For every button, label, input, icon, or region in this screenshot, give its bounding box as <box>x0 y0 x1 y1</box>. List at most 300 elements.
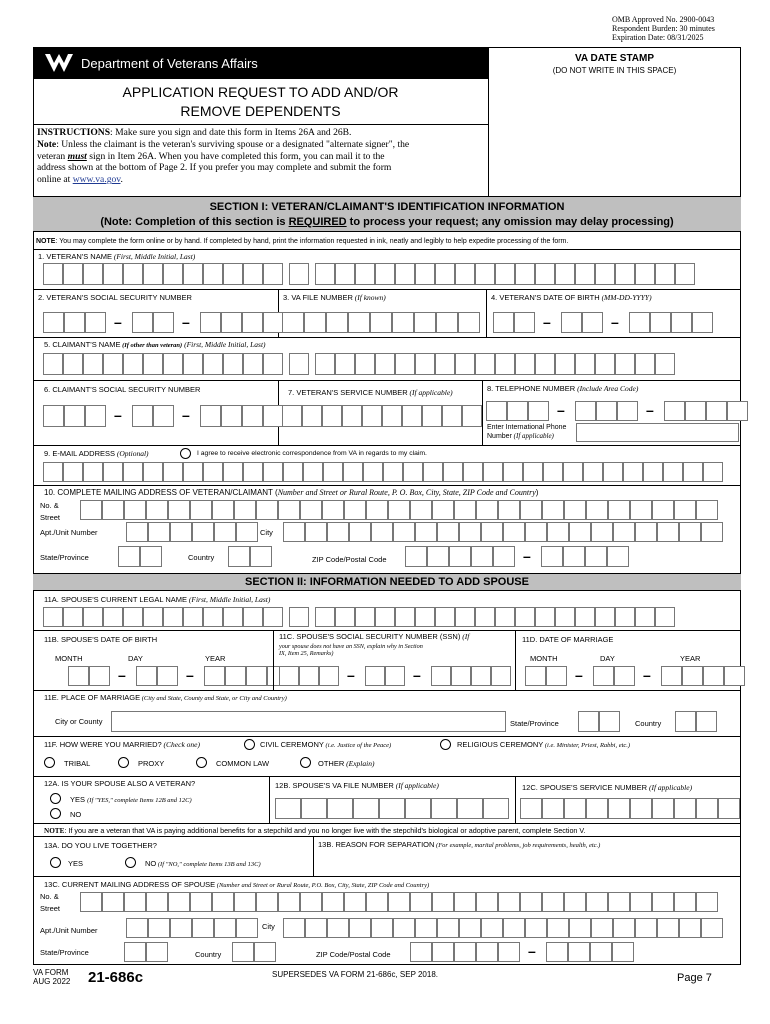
char-box[interactable] <box>395 607 415 627</box>
intl-phone-field[interactable] <box>576 423 739 442</box>
char-box[interactable] <box>395 263 415 285</box>
char-box[interactable] <box>203 353 223 375</box>
char-box[interactable] <box>305 918 327 938</box>
char-box[interactable] <box>282 312 304 333</box>
char-box[interactable] <box>327 522 349 542</box>
char-box[interactable] <box>679 522 701 542</box>
char-box[interactable] <box>635 263 655 285</box>
char-box[interactable] <box>355 353 375 375</box>
char-box[interactable] <box>63 353 83 375</box>
char-box[interactable] <box>353 798 379 819</box>
apt-field[interactable] <box>126 522 258 542</box>
char-box[interactable] <box>701 918 723 938</box>
char-box[interactable] <box>322 405 342 427</box>
char-box[interactable] <box>410 500 432 520</box>
country-field[interactable] <box>228 546 272 567</box>
char-box[interactable] <box>300 500 322 520</box>
char-box[interactable] <box>415 918 437 938</box>
char-box[interactable] <box>283 462 303 482</box>
char-box[interactable] <box>449 546 471 567</box>
char-box[interactable] <box>256 892 278 912</box>
char-box[interactable] <box>204 666 225 686</box>
char-box[interactable] <box>495 263 515 285</box>
char-box[interactable] <box>586 892 608 912</box>
char-box[interactable] <box>366 892 388 912</box>
char-box[interactable] <box>243 353 263 375</box>
char-box[interactable] <box>664 401 685 421</box>
char-box[interactable] <box>236 522 258 542</box>
char-box[interactable] <box>542 500 564 520</box>
char-box[interactable] <box>410 892 432 912</box>
char-box[interactable] <box>263 353 283 375</box>
char-box[interactable] <box>335 607 355 627</box>
char-box[interactable] <box>503 522 525 542</box>
char-box[interactable] <box>327 918 349 938</box>
char-box[interactable] <box>282 405 302 427</box>
char-box[interactable] <box>289 607 309 627</box>
char-box[interactable] <box>371 918 393 938</box>
char-box[interactable] <box>661 666 682 686</box>
char-box[interactable] <box>615 353 635 375</box>
spouse-ssn-field[interactable] <box>279 666 511 686</box>
char-box[interactable] <box>124 892 146 912</box>
char-box[interactable] <box>148 918 170 938</box>
char-box[interactable] <box>228 546 250 567</box>
char-box[interactable] <box>278 892 300 912</box>
char-box[interactable] <box>454 942 476 962</box>
char-box[interactable] <box>85 405 106 427</box>
marriage-city-field[interactable] <box>111 711 506 732</box>
char-box[interactable] <box>655 263 675 285</box>
char-box[interactable] <box>190 892 212 912</box>
char-box[interactable] <box>212 892 234 912</box>
char-box[interactable] <box>103 462 123 482</box>
veteran-ssn-field[interactable] <box>43 312 284 333</box>
char-box[interactable] <box>696 892 718 912</box>
char-box[interactable] <box>454 892 476 912</box>
char-box[interactable] <box>365 666 385 686</box>
char-box[interactable] <box>83 353 103 375</box>
char-box[interactable] <box>242 312 263 333</box>
char-box[interactable] <box>443 462 463 482</box>
char-box[interactable] <box>674 500 696 520</box>
char-box[interactable] <box>437 522 459 542</box>
char-box[interactable] <box>405 546 427 567</box>
state-field[interactable] <box>118 546 162 567</box>
char-box[interactable] <box>68 666 89 686</box>
char-box[interactable] <box>675 711 696 732</box>
char-box[interactable] <box>635 607 655 627</box>
char-box[interactable] <box>457 798 483 819</box>
char-box[interactable] <box>432 500 454 520</box>
char-box[interactable] <box>495 353 515 375</box>
char-box[interactable] <box>168 500 190 520</box>
char-box[interactable] <box>242 405 263 427</box>
char-box[interactable] <box>103 607 123 627</box>
char-box[interactable] <box>608 798 630 819</box>
char-box[interactable] <box>706 401 727 421</box>
char-box[interactable] <box>43 353 63 375</box>
char-box[interactable] <box>435 263 455 285</box>
char-box[interactable] <box>355 263 375 285</box>
char-box[interactable] <box>315 607 335 627</box>
char-box[interactable] <box>582 312 603 333</box>
char-box[interactable] <box>234 500 256 520</box>
char-box[interactable] <box>153 312 174 333</box>
separation-reason-field[interactable] <box>314 851 740 875</box>
char-box[interactable] <box>289 263 309 285</box>
char-box[interactable] <box>476 942 498 962</box>
char-box[interactable] <box>263 263 283 285</box>
char-box[interactable] <box>652 798 674 819</box>
char-box[interactable] <box>535 607 555 627</box>
char-box[interactable] <box>481 522 503 542</box>
char-box[interactable] <box>595 263 615 285</box>
char-box[interactable] <box>635 918 657 938</box>
char-box[interactable] <box>575 263 595 285</box>
live-together-no-radio[interactable] <box>125 857 136 868</box>
char-box[interactable] <box>102 892 124 912</box>
char-box[interactable] <box>200 312 221 333</box>
char-box[interactable] <box>64 312 85 333</box>
char-box[interactable] <box>643 462 663 482</box>
char-box[interactable] <box>143 462 163 482</box>
char-box[interactable] <box>192 918 214 938</box>
char-box[interactable] <box>724 666 745 686</box>
char-box[interactable] <box>132 312 153 333</box>
char-box[interactable] <box>675 263 695 285</box>
claimant-name-field[interactable] <box>43 353 675 375</box>
char-box[interactable] <box>455 353 475 375</box>
char-box[interactable] <box>183 263 203 285</box>
char-box[interactable] <box>635 522 657 542</box>
char-box[interactable] <box>596 401 617 421</box>
char-box[interactable] <box>236 918 258 938</box>
char-box[interactable] <box>299 666 319 686</box>
char-box[interactable] <box>414 312 436 333</box>
char-box[interactable] <box>163 462 183 482</box>
char-box[interactable] <box>63 607 83 627</box>
char-box[interactable] <box>671 312 692 333</box>
char-box[interactable] <box>525 522 547 542</box>
char-box[interactable] <box>43 607 63 627</box>
char-box[interactable] <box>547 522 569 542</box>
spouse-va-file-field[interactable] <box>275 798 509 819</box>
char-box[interactable] <box>595 353 615 375</box>
char-box[interactable] <box>555 263 575 285</box>
char-box[interactable] <box>657 918 679 938</box>
char-box[interactable] <box>102 500 124 520</box>
char-box[interactable] <box>475 353 495 375</box>
char-box[interactable] <box>143 353 163 375</box>
char-box[interactable] <box>393 918 415 938</box>
char-box[interactable] <box>486 401 507 421</box>
char-box[interactable] <box>214 522 236 542</box>
char-box[interactable] <box>696 798 718 819</box>
char-box[interactable] <box>563 546 585 567</box>
char-box[interactable] <box>435 353 455 375</box>
char-box[interactable] <box>388 892 410 912</box>
char-box[interactable] <box>718 798 740 819</box>
char-box[interactable] <box>190 500 212 520</box>
char-box[interactable] <box>256 500 278 520</box>
char-box[interactable] <box>126 522 148 542</box>
char-box[interactable] <box>520 798 542 819</box>
char-box[interactable] <box>543 462 563 482</box>
char-box[interactable] <box>657 522 679 542</box>
char-box[interactable] <box>498 942 520 962</box>
char-box[interactable] <box>254 942 276 962</box>
char-box[interactable] <box>103 353 123 375</box>
char-box[interactable] <box>585 546 607 567</box>
char-box[interactable] <box>503 918 525 938</box>
char-box[interactable] <box>520 892 542 912</box>
char-box[interactable] <box>503 462 523 482</box>
char-box[interactable] <box>422 405 442 427</box>
char-box[interactable] <box>348 312 370 333</box>
char-box[interactable] <box>349 918 371 938</box>
char-box[interactable] <box>388 500 410 520</box>
veteran-name-field[interactable] <box>43 263 695 285</box>
char-box[interactable] <box>655 607 675 627</box>
char-box[interactable] <box>525 918 547 938</box>
char-box[interactable] <box>43 405 64 427</box>
char-box[interactable] <box>615 263 635 285</box>
char-box[interactable] <box>431 666 451 686</box>
char-box[interactable] <box>629 312 650 333</box>
char-box[interactable] <box>223 263 243 285</box>
char-box[interactable] <box>507 401 528 421</box>
char-box[interactable] <box>437 918 459 938</box>
proxy-radio[interactable] <box>118 757 129 768</box>
char-box[interactable] <box>83 462 103 482</box>
char-box[interactable] <box>692 312 713 333</box>
char-box[interactable] <box>546 666 567 686</box>
char-box[interactable] <box>515 607 535 627</box>
char-box[interactable] <box>674 892 696 912</box>
char-box[interactable] <box>542 892 564 912</box>
char-box[interactable] <box>80 892 102 912</box>
char-box[interactable] <box>564 500 586 520</box>
char-box[interactable] <box>415 353 435 375</box>
spouse-veteran-no-radio[interactable] <box>50 808 61 819</box>
char-box[interactable] <box>547 918 569 938</box>
char-box[interactable] <box>459 918 481 938</box>
char-box[interactable] <box>43 312 64 333</box>
char-box[interactable] <box>278 500 300 520</box>
civil-ceremony-radio[interactable] <box>244 739 255 750</box>
char-box[interactable] <box>520 500 542 520</box>
char-box[interactable] <box>183 462 203 482</box>
char-box[interactable] <box>203 607 223 627</box>
char-box[interactable] <box>564 892 586 912</box>
char-box[interactable] <box>143 263 163 285</box>
char-box[interactable] <box>234 892 256 912</box>
char-box[interactable] <box>423 462 443 482</box>
char-box[interactable] <box>163 263 183 285</box>
char-box[interactable] <box>246 666 267 686</box>
char-box[interactable] <box>586 500 608 520</box>
char-box[interactable] <box>243 462 263 482</box>
zip-field[interactable] <box>405 546 629 567</box>
char-box[interactable] <box>375 607 395 627</box>
char-box[interactable] <box>607 546 629 567</box>
char-box[interactable] <box>483 462 503 482</box>
char-box[interactable] <box>80 500 102 520</box>
char-box[interactable] <box>232 942 254 962</box>
char-box[interactable] <box>462 405 482 427</box>
veteran-dob-field[interactable] <box>493 312 713 333</box>
char-box[interactable] <box>323 462 343 482</box>
char-box[interactable] <box>83 263 103 285</box>
spouse-apt-field[interactable] <box>126 918 258 938</box>
char-box[interactable] <box>599 711 620 732</box>
char-box[interactable] <box>379 798 405 819</box>
char-box[interactable] <box>163 353 183 375</box>
char-box[interactable] <box>432 892 454 912</box>
char-box[interactable] <box>362 405 382 427</box>
service-number-field[interactable] <box>282 405 482 427</box>
char-box[interactable] <box>575 401 596 421</box>
char-box[interactable] <box>475 607 495 627</box>
char-box[interactable] <box>455 263 475 285</box>
char-box[interactable] <box>183 607 203 627</box>
char-box[interactable] <box>383 462 403 482</box>
char-box[interactable] <box>342 405 362 427</box>
char-box[interactable] <box>703 462 723 482</box>
char-box[interactable] <box>243 607 263 627</box>
char-box[interactable] <box>701 522 723 542</box>
char-box[interactable] <box>157 666 178 686</box>
char-box[interactable] <box>349 522 371 542</box>
char-box[interactable] <box>608 892 630 912</box>
date-stamp-area[interactable] <box>489 80 740 196</box>
char-box[interactable] <box>263 405 284 427</box>
char-box[interactable] <box>300 892 322 912</box>
char-box[interactable] <box>153 405 174 427</box>
spouse-street-field[interactable] <box>80 892 718 912</box>
char-box[interactable] <box>525 666 546 686</box>
char-box[interactable] <box>289 353 309 375</box>
char-box[interactable] <box>541 546 563 567</box>
char-box[interactable] <box>63 462 83 482</box>
char-box[interactable] <box>124 942 146 962</box>
char-box[interactable] <box>126 918 148 938</box>
char-box[interactable] <box>305 522 327 542</box>
char-box[interactable] <box>561 312 582 333</box>
char-box[interactable] <box>415 522 437 542</box>
char-box[interactable] <box>415 607 435 627</box>
char-box[interactable] <box>682 666 703 686</box>
char-box[interactable] <box>200 405 221 427</box>
char-box[interactable] <box>363 462 383 482</box>
char-box[interactable] <box>283 918 305 938</box>
char-box[interactable] <box>436 312 458 333</box>
char-box[interactable] <box>370 312 392 333</box>
char-box[interactable] <box>615 607 635 627</box>
char-box[interactable] <box>263 312 284 333</box>
char-box[interactable] <box>146 942 168 962</box>
char-box[interactable] <box>402 405 422 427</box>
spouse-state-field[interactable] <box>124 942 168 962</box>
char-box[interactable] <box>303 462 323 482</box>
common-law-radio[interactable] <box>196 757 207 768</box>
char-box[interactable] <box>275 798 301 819</box>
char-box[interactable] <box>471 666 491 686</box>
char-box[interactable] <box>683 462 703 482</box>
char-box[interactable] <box>183 353 203 375</box>
char-box[interactable] <box>623 462 643 482</box>
char-box[interactable] <box>635 353 655 375</box>
char-box[interactable] <box>315 353 335 375</box>
char-box[interactable] <box>335 263 355 285</box>
char-box[interactable] <box>491 666 511 686</box>
char-box[interactable] <box>679 918 701 938</box>
char-box[interactable] <box>515 263 535 285</box>
char-box[interactable] <box>124 500 146 520</box>
char-box[interactable] <box>595 607 615 627</box>
char-box[interactable] <box>118 546 140 567</box>
char-box[interactable] <box>463 462 483 482</box>
char-box[interactable] <box>344 500 366 520</box>
char-box[interactable] <box>535 263 555 285</box>
char-box[interactable] <box>590 942 612 962</box>
char-box[interactable] <box>415 263 435 285</box>
char-box[interactable] <box>143 607 163 627</box>
char-box[interactable] <box>123 462 143 482</box>
char-box[interactable] <box>471 546 493 567</box>
char-box[interactable] <box>43 263 63 285</box>
char-box[interactable] <box>630 798 652 819</box>
char-box[interactable] <box>528 401 549 421</box>
char-box[interactable] <box>650 312 671 333</box>
char-box[interactable] <box>652 500 674 520</box>
char-box[interactable] <box>546 942 568 962</box>
char-box[interactable] <box>703 666 724 686</box>
char-box[interactable] <box>263 462 283 482</box>
char-box[interactable] <box>163 607 183 627</box>
char-box[interactable] <box>304 312 326 333</box>
spouse-zip-field[interactable] <box>410 942 634 962</box>
char-box[interactable] <box>442 405 462 427</box>
char-box[interactable] <box>458 312 480 333</box>
char-box[interactable] <box>498 500 520 520</box>
char-box[interactable] <box>344 892 366 912</box>
char-box[interactable] <box>223 353 243 375</box>
char-box[interactable] <box>221 312 242 333</box>
char-box[interactable] <box>608 500 630 520</box>
char-box[interactable] <box>454 500 476 520</box>
other-radio[interactable] <box>300 757 311 768</box>
char-box[interactable] <box>225 666 246 686</box>
char-box[interactable] <box>223 462 243 482</box>
char-box[interactable] <box>535 353 555 375</box>
char-box[interactable] <box>696 711 717 732</box>
char-box[interactable] <box>64 405 85 427</box>
char-box[interactable] <box>575 353 595 375</box>
char-box[interactable] <box>279 666 299 686</box>
char-box[interactable] <box>223 607 243 627</box>
char-box[interactable] <box>564 798 586 819</box>
char-box[interactable] <box>301 798 327 819</box>
char-box[interactable] <box>148 522 170 542</box>
char-box[interactable] <box>613 522 635 542</box>
va-website-link[interactable]: www.va.gov <box>72 174 121 186</box>
char-box[interactable] <box>483 798 509 819</box>
char-box[interactable] <box>586 798 608 819</box>
char-box[interactable] <box>63 263 83 285</box>
char-box[interactable] <box>613 918 635 938</box>
